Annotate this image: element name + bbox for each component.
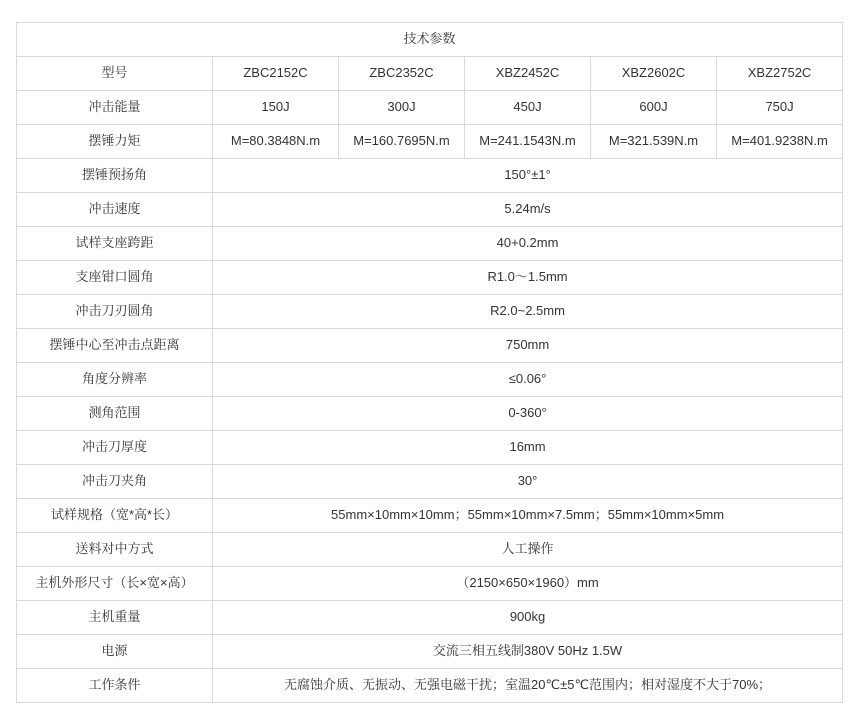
- table-row: [17, 295, 843, 329]
- table-cell: 无腐蚀介质、无振动、无强电磁干扰；室温20℃±5℃范围内；相对湿度不大于70%；: [213, 669, 843, 703]
- table-cell: 16mm: [213, 431, 843, 465]
- row-label: 冲击刀夹角: [17, 465, 213, 499]
- row-label: 冲击刀厚度: [17, 431, 213, 465]
- table-cell: R1.0～1.5mm: [213, 261, 843, 295]
- table-title: 技术参数: [17, 23, 843, 57]
- row-label: 主机外形尺寸（长×宽×高）: [17, 567, 213, 601]
- row-label: 支座钳口圆角: [17, 261, 213, 295]
- row-label: 摆锤中心至冲击点距离: [17, 329, 213, 363]
- table-row: [17, 431, 843, 465]
- table-row: [17, 669, 843, 703]
- model-cell: XBZ2752C: [717, 57, 843, 91]
- table-row: [17, 91, 843, 125]
- table-row-title: [17, 23, 843, 57]
- table-row: [17, 635, 843, 669]
- row-label: 冲击刀刃圆角: [17, 295, 213, 329]
- table-cell: M=80.3848N.m: [213, 125, 339, 159]
- table-row: [17, 125, 843, 159]
- table-cell: M=241.1543N.m: [465, 125, 591, 159]
- table-row: [17, 533, 843, 567]
- table-cell: 30°: [213, 465, 843, 499]
- row-label: 试样规格（宽*高*长）: [17, 499, 213, 533]
- table-row: [17, 159, 843, 193]
- row-label: 电源: [17, 635, 213, 669]
- table-row: [17, 193, 843, 227]
- model-cell: ZBC2352C: [339, 57, 465, 91]
- table-cell: M=160.7695N.m: [339, 125, 465, 159]
- model-cell: XBZ2602C: [591, 57, 717, 91]
- row-label: 摆锤预扬角: [17, 159, 213, 193]
- row-label: 工作条件: [17, 669, 213, 703]
- table-cell: 750mm: [213, 329, 843, 363]
- table-row: [17, 363, 843, 397]
- row-label: 试样支座跨距: [17, 227, 213, 261]
- row-label: 冲击能量: [17, 91, 213, 125]
- row-label-model: 型号: [17, 57, 213, 91]
- row-label: 测角范围: [17, 397, 213, 431]
- table-cell: 300J: [339, 91, 465, 125]
- row-label: 摆锤力矩: [17, 125, 213, 159]
- table-cell: 55mm×10mm×10mm；55mm×10mm×7.5mm；55mm×10mm×5mm: [213, 499, 843, 533]
- table-row: [17, 329, 843, 363]
- model-cell: XBZ2452C: [465, 57, 591, 91]
- table-cell: M=321.539N.m: [591, 125, 717, 159]
- table-cell: 0-360°: [213, 397, 843, 431]
- table-cell: 5.24m/s: [213, 193, 843, 227]
- table-cell: 40+0.2mm: [213, 227, 843, 261]
- table-row: [17, 567, 843, 601]
- table-cell: 900kg: [213, 601, 843, 635]
- table-row: [17, 465, 843, 499]
- row-label: 送料对中方式: [17, 533, 213, 567]
- table-cell: 交流三相五线制380V 50Hz 1.5W: [213, 635, 843, 669]
- table-cell: 750J: [717, 91, 843, 125]
- table-row: [17, 499, 843, 533]
- technical-parameters-table: [16, 22, 843, 703]
- table-cell: 600J: [591, 91, 717, 125]
- table-row: [17, 397, 843, 431]
- table-row-model: [17, 57, 843, 91]
- table-cell: 450J: [465, 91, 591, 125]
- row-label: 冲击速度: [17, 193, 213, 227]
- table-row: [17, 601, 843, 635]
- table-cell: M=401.9238N.m: [717, 125, 843, 159]
- table-cell: ≤0.06°: [213, 363, 843, 397]
- table-cell: R2.0~2.5mm: [213, 295, 843, 329]
- table-cell: （2150×650×1960）mm: [213, 567, 843, 601]
- table-row: [17, 261, 843, 295]
- row-label: 角度分辨率: [17, 363, 213, 397]
- table-cell: 人工操作: [213, 533, 843, 567]
- table-cell: 150J: [213, 91, 339, 125]
- model-cell: ZBC2152C: [213, 57, 339, 91]
- table-cell: 150°±1°: [213, 159, 843, 193]
- row-label: 主机重量: [17, 601, 213, 635]
- table-row: [17, 227, 843, 261]
